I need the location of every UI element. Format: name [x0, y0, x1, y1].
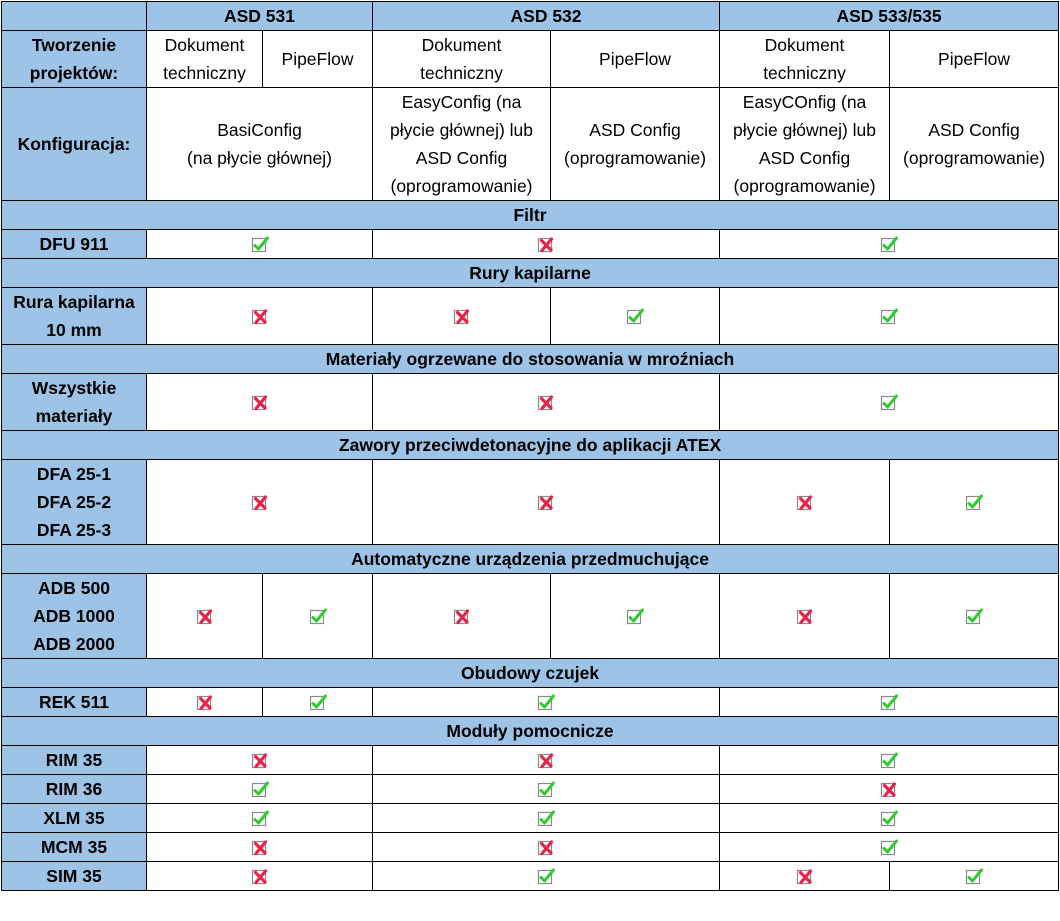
model-header-row — [2, 2, 1059, 31]
cross-icon — [453, 608, 471, 626]
section-header-row — [2, 431, 1059, 460]
unsupported-cell — [720, 775, 1059, 804]
unsupported-cell — [147, 833, 373, 862]
unsupported-cell — [147, 460, 373, 545]
table-row — [2, 804, 1059, 833]
cross-icon — [251, 752, 269, 770]
check-icon — [880, 810, 898, 828]
tworzenie-asd531-pipeflow: PipeFlow — [263, 31, 373, 88]
cross-icon — [537, 494, 555, 512]
konfiguracja-label: Konfiguracja: — [2, 88, 147, 201]
check-icon — [626, 608, 644, 626]
cross-icon — [537, 394, 555, 412]
cross-icon — [251, 308, 269, 326]
table-row — [2, 574, 1059, 659]
supported-cell — [551, 574, 720, 659]
tworzenie-row — [2, 31, 1059, 88]
section-header-row — [2, 545, 1059, 574]
tworzenie-asd532-pipeflow: PipeFlow — [551, 31, 720, 88]
check-icon — [880, 839, 898, 857]
unsupported-cell — [147, 746, 373, 775]
konfiguracja-row — [2, 88, 1059, 201]
check-icon — [537, 810, 555, 828]
unsupported-cell — [373, 746, 720, 775]
unsupported-cell — [147, 374, 373, 431]
model-asd-533-535: ASD 533/535 — [720, 2, 1059, 31]
unsupported-cell — [720, 862, 890, 891]
row-label: Wszystkie materiały — [2, 374, 147, 431]
supported-cell — [551, 288, 720, 345]
row-label: MCM 35 — [2, 833, 147, 862]
unsupported-cell — [720, 460, 890, 545]
table-row — [2, 230, 1059, 259]
check-icon — [537, 781, 555, 799]
table-row — [2, 688, 1059, 717]
konfiguracja-asd533-asdconfig: ASD Config (oprogramowanie) — [890, 88, 1059, 201]
cross-icon — [196, 608, 214, 626]
check-icon — [880, 694, 898, 712]
tworzenie-asd532-dokument: Dokument techniczny — [373, 31, 551, 88]
supported-cell — [890, 460, 1059, 545]
unsupported-cell — [373, 288, 551, 345]
check-icon — [965, 494, 983, 512]
unsupported-cell — [373, 374, 720, 431]
row-label: SIM 35 — [2, 862, 147, 891]
supported-cell — [720, 746, 1059, 775]
supported-cell — [890, 574, 1059, 659]
section-title: Moduły pomocnicze — [2, 717, 1059, 746]
unsupported-cell — [147, 862, 373, 891]
konfiguracja-asd531: BasiConfig (na płycie głównej) — [147, 88, 373, 201]
table-row — [2, 862, 1059, 891]
check-icon — [880, 308, 898, 326]
table-row — [2, 775, 1059, 804]
tworzenie-asd533-dokument: Dokument techniczny — [720, 31, 890, 88]
supported-cell — [263, 688, 373, 717]
supported-cell — [373, 775, 720, 804]
row-label: DFU 911 — [2, 230, 147, 259]
model-asd-531: ASD 531 — [147, 2, 373, 31]
supported-cell — [720, 374, 1059, 431]
unsupported-cell — [373, 574, 551, 659]
unsupported-cell — [373, 833, 720, 862]
supported-cell — [373, 862, 720, 891]
section-title: Filtr — [2, 201, 1059, 230]
supported-cell — [720, 804, 1059, 833]
check-icon — [309, 694, 327, 712]
cross-icon — [796, 494, 814, 512]
row-label: RIM 35 — [2, 746, 147, 775]
cross-icon — [251, 494, 269, 512]
section-header-row — [2, 259, 1059, 288]
row-label: RIM 36 — [2, 775, 147, 804]
check-icon — [537, 868, 555, 886]
model-asd-532: ASD 532 — [373, 2, 720, 31]
table-row — [2, 833, 1059, 862]
cross-icon — [251, 394, 269, 412]
row-label: DFA 25-1 DFA 25-2 DFA 25-3 — [2, 460, 147, 545]
cross-icon — [537, 839, 555, 857]
supported-cell — [147, 775, 373, 804]
supported-cell — [720, 688, 1059, 717]
supported-cell — [890, 862, 1059, 891]
konfiguracja-asd533-easyconfig: EasyCOnfig (na płycie głównej) lub ASD Config (oprogramowanie) — [720, 88, 890, 201]
unsupported-cell — [147, 574, 263, 659]
row-label: Rura kapilarna 10 mm — [2, 288, 147, 345]
check-icon — [626, 308, 644, 326]
table-row — [2, 460, 1059, 545]
section-title: Zawory przeciwdetonacyjne do aplikacji ATEX — [2, 431, 1059, 460]
supported-cell — [373, 804, 720, 833]
row-label: XLM 35 — [2, 804, 147, 833]
tworzenie-asd531-dokument: Dokument techniczny — [147, 31, 263, 88]
supported-cell — [720, 833, 1059, 862]
row-label: REK 511 — [2, 688, 147, 717]
section-title: Obudowy czujek — [2, 659, 1059, 688]
check-icon — [880, 394, 898, 412]
konfiguracja-asd532-easyconfig: EasyConfig (na płycie głównej) lub ASD Config (oprogramowanie) — [373, 88, 551, 201]
check-icon — [880, 236, 898, 254]
check-icon — [251, 810, 269, 828]
supported-cell — [147, 230, 373, 259]
cross-icon — [453, 308, 471, 326]
table-row — [2, 746, 1059, 775]
check-icon — [309, 608, 327, 626]
section-header-row — [2, 345, 1059, 374]
tworzenie-label: Tworzenie projektów: — [2, 31, 147, 88]
unsupported-cell — [147, 688, 263, 717]
supported-cell — [263, 574, 373, 659]
check-icon — [965, 868, 983, 886]
cross-icon — [880, 781, 898, 799]
cross-icon — [251, 868, 269, 886]
cross-icon — [796, 868, 814, 886]
unsupported-cell — [720, 574, 890, 659]
check-icon — [537, 694, 555, 712]
section-title: Materiały ogrzewane do stosowania w mroźniach — [2, 345, 1059, 374]
section-header-row — [2, 659, 1059, 688]
compatibility-table — [1, 1, 1059, 891]
cross-icon — [796, 608, 814, 626]
section-title: Rury kapilarne — [2, 259, 1059, 288]
cross-icon — [537, 236, 555, 254]
unsupported-cell — [147, 288, 373, 345]
row-label: ADB 500 ADB 1000 ADB 2000 — [2, 574, 147, 659]
check-icon — [251, 781, 269, 799]
supported-cell — [147, 804, 373, 833]
check-icon — [965, 608, 983, 626]
supported-cell — [373, 688, 720, 717]
supported-cell — [720, 288, 1059, 345]
corner-cell — [2, 2, 147, 31]
check-icon — [251, 236, 269, 254]
table-row — [2, 288, 1059, 345]
cross-icon — [537, 752, 555, 770]
check-icon — [880, 752, 898, 770]
cross-icon — [196, 694, 214, 712]
section-header-row — [2, 201, 1059, 230]
section-title: Automatyczne urządzenia przedmuchujące — [2, 545, 1059, 574]
section-header-row — [2, 717, 1059, 746]
konfiguracja-asd532-asdconfig: ASD Config (oprogramowanie) — [551, 88, 720, 201]
unsupported-cell — [373, 460, 720, 545]
supported-cell — [720, 230, 1059, 259]
unsupported-cell — [373, 230, 720, 259]
cross-icon — [251, 839, 269, 857]
table-row — [2, 374, 1059, 431]
tworzenie-asd533-pipeflow: PipeFlow — [890, 31, 1059, 88]
